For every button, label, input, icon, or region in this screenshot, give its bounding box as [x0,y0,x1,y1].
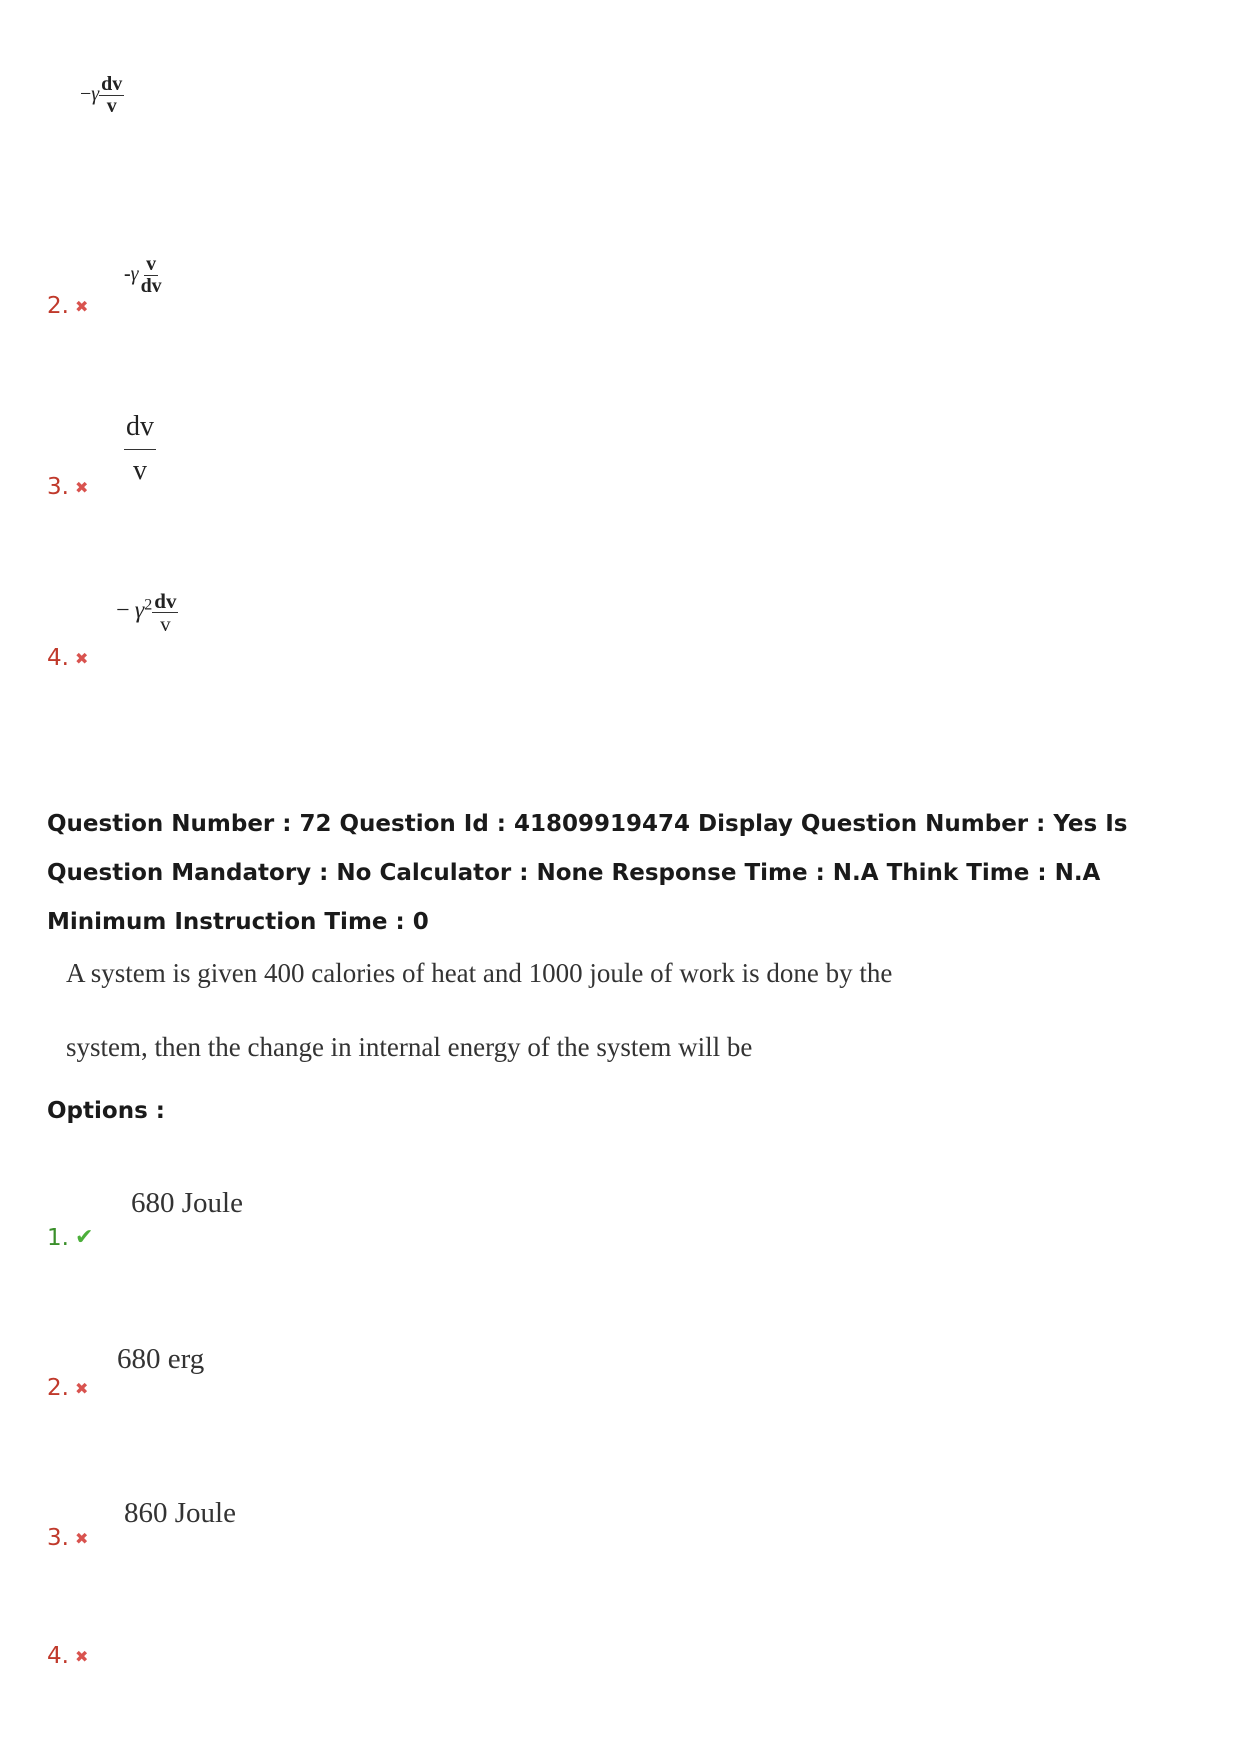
question-text-line-1: A system is given 400 calories of heat and 1000 joule of work is done by the [66,958,893,988]
option-3-text: 860 Joule [124,1497,236,1529]
option-number: 2. [47,1375,69,1401]
question-meta: Question Number : 72 Question Id : 41809919474 Display Question Number : Yes Is Question Mandatory : No Calculator : None Response Time : N.A Think Time : N.A Minimum Instruction Time : 0 [47,811,1128,935]
options-label: Options : [47,1098,165,1124]
exponent: 2 [144,596,153,614]
fraction-numerator: v [146,253,157,275]
gamma-symbol: γ [130,263,139,286]
prev-option-1-expression [80,74,124,117]
fraction-denominator: v [133,455,147,487]
fraction-denominator: v [106,95,117,117]
fraction [139,254,164,297]
prev-option-4-number [47,644,88,673]
option-2-number [47,1374,88,1403]
option-1-text: 680 Joule [131,1187,243,1219]
prev-option-3-expression [124,412,156,486]
option-1-number [47,1224,93,1252]
prev-option-2-number [47,292,88,321]
fraction-numerator: dv [101,73,123,95]
option-number: 1. [47,1225,69,1251]
fraction [99,74,124,117]
minus-sign: − [116,597,130,624]
option-number: 4. [47,1643,69,1669]
fraction-numerator: dv [154,589,177,613]
gamma-symbol: γ [91,83,100,106]
cross-icon: ✖ [74,649,89,668]
prev-option-2-expression [124,254,164,297]
minus-sign: − [80,83,92,106]
cross-icon: ✖ [74,1379,89,1398]
question-text-line-2: system, then the change in internal energy of the system will be [66,1032,753,1062]
option-4-number [47,1642,88,1671]
minus-sign: - [124,263,131,286]
cross-icon: ✖ [74,297,89,316]
fraction [152,590,178,635]
option-number: 4. [47,645,69,671]
option-number: 2. [47,293,69,319]
option-2-text: 680 erg [117,1343,205,1375]
cross-icon: ✖ [74,478,89,497]
fraction-denominator: dv [140,275,162,297]
fraction-denominator: v [160,612,171,637]
option-number: 3. [47,474,69,500]
gamma-symbol: γ [134,597,145,624]
option-number: 3. [47,1525,69,1551]
fraction-numerator: dv [124,412,156,450]
option-3-number [47,1524,88,1553]
cross-icon: ✖ [74,1529,89,1548]
prev-option-3-number [47,473,88,502]
cross-icon: ✖ [74,1647,89,1666]
fraction [124,412,156,486]
check-icon: ✔ [74,1225,94,1250]
prev-option-4-expression [116,590,178,635]
